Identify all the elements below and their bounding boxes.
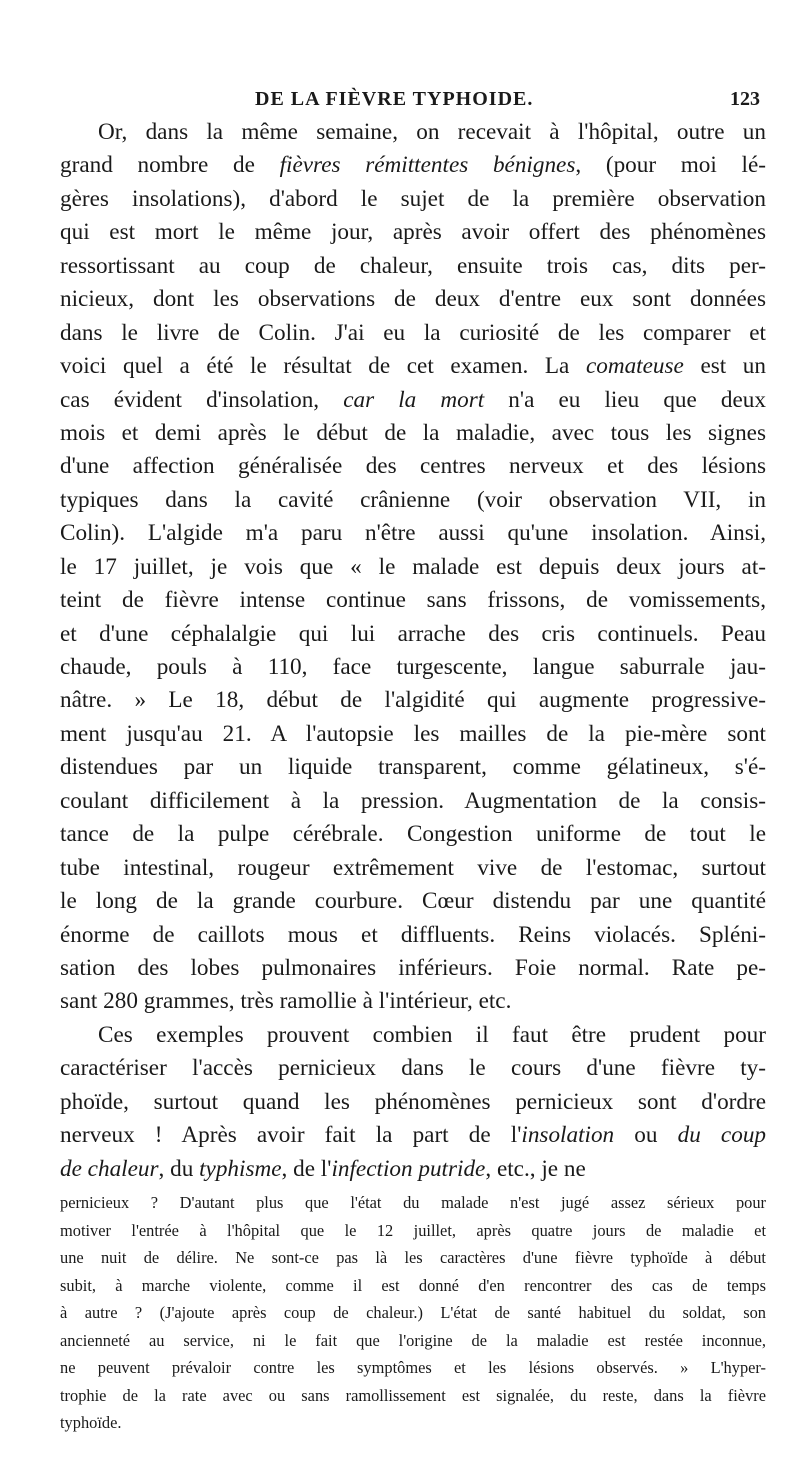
text-run: à autre ? (J'ajoute après coup de chaleur.) L'état de santé habituel du soldat, son bbox=[60, 1303, 766, 1322]
text-line bbox=[60, 1272, 766, 1300]
italic-run: de chaleur bbox=[60, 1155, 159, 1182]
text-line bbox=[60, 1327, 766, 1355]
text-line bbox=[60, 1244, 766, 1272]
text-run: caractériser l'accès pernicieux dans le cours d'une fièvre ty- bbox=[60, 1055, 766, 1082]
text-line bbox=[60, 384, 766, 417]
text-run: typiques dans la cavité crânienne (voir observation VII, in bbox=[60, 486, 766, 513]
text-line bbox=[60, 149, 766, 182]
text-run: dans le livre de Colin. J'ai eu la curiosité de les comparer et bbox=[60, 319, 766, 346]
text-run: tance de la pulpe cérébrale. Congestion uniforme de tout le bbox=[60, 821, 766, 848]
text-run: grand nombre de bbox=[60, 152, 280, 179]
text-line bbox=[60, 317, 766, 350]
text-run: ne peuvent prévaloir contre les symptômes et les lésions observés. » L'hyper- bbox=[60, 1358, 766, 1377]
text-run: ancienneté au service, ni le fait que l'origine de la maladie est restée inconnue, bbox=[60, 1330, 766, 1350]
text-run: est un bbox=[683, 353, 766, 380]
italic-run: du coup bbox=[677, 1122, 767, 1149]
text-line bbox=[60, 250, 766, 283]
text-line bbox=[60, 183, 766, 216]
text-run: Colin). L'algide m'a paru n'être aussi qu'une insolation. Ainsi, bbox=[60, 520, 766, 547]
text-line bbox=[60, 618, 766, 651]
text-run: gères insolations), d'abord le sujet de la première observation bbox=[60, 185, 766, 212]
text-line bbox=[60, 1354, 766, 1382]
italic-run: infection putride bbox=[331, 1155, 486, 1182]
text-line bbox=[60, 1119, 766, 1152]
text-line bbox=[60, 985, 766, 1018]
running-title: DE LA FIÈVRE TYPHOIDE. bbox=[255, 88, 534, 110]
text-line bbox=[60, 1052, 766, 1085]
text-run: n'a eu lieu que deux bbox=[484, 386, 766, 413]
text-run: subit, à marche violente, comme il est donné d'en rencontrer des cas de temps bbox=[60, 1275, 766, 1295]
paragraph-1 bbox=[60, 116, 766, 1019]
text-run: , (pour moi lé- bbox=[575, 152, 766, 179]
text-run: qui est mort le même jour, après avoir offert des phénomènes bbox=[60, 219, 766, 246]
italic-run: comateuse bbox=[585, 353, 684, 380]
page-header bbox=[60, 88, 760, 114]
italic-run: car la mort bbox=[343, 386, 485, 413]
main-text bbox=[60, 116, 766, 1186]
text-line bbox=[60, 1382, 766, 1410]
text-line bbox=[60, 1153, 766, 1186]
text-run: coulant difficilement à la pression. Augmentation de la consis- bbox=[60, 787, 766, 814]
paragraph-2 bbox=[60, 1019, 766, 1186]
text-run: , du bbox=[158, 1155, 200, 1182]
text-run: d'une affection généralisée des centres nerveux et des lésions bbox=[60, 453, 766, 480]
text-line bbox=[60, 919, 766, 952]
text-line bbox=[60, 551, 766, 584]
text-run: Ces exemples prouvent combien il faut être prudent pour bbox=[98, 1021, 766, 1048]
text-line bbox=[60, 1217, 766, 1245]
text-line bbox=[60, 885, 766, 918]
text-line bbox=[60, 283, 766, 316]
text-run: distendues par un liquide transparent, comme gélatineux, s'é- bbox=[60, 754, 766, 781]
text-run: ou bbox=[614, 1122, 678, 1149]
text-line bbox=[60, 350, 766, 383]
text-line bbox=[60, 852, 766, 885]
text-line bbox=[60, 952, 766, 985]
text-run: chaude, pouls à 110, face turgescente, langue saburrale jau- bbox=[60, 654, 766, 680]
text-run: une nuit de délire. Ne sont-ce pas là les caractères d'une fièvre typhoïde à début bbox=[60, 1248, 766, 1267]
text-line bbox=[60, 1019, 766, 1052]
text-run: teint de fièvre intense continue sans frissons, de vomissements, bbox=[60, 587, 766, 614]
text-run: nâtre. » Le 18, début de l'algidité qui augmente progressive- bbox=[60, 687, 766, 714]
text-run: , etc., je ne bbox=[485, 1155, 586, 1182]
text-run: tube intestinal, rougeur extrêmement vive de l'estomac, surtout bbox=[60, 854, 766, 881]
text-run: nerveux ! Après avoir fait la part de l' bbox=[60, 1122, 522, 1149]
text-run: motiver l'entrée à l'hôpital que le 12 juillet, après quatre jours de maladie et bbox=[60, 1220, 766, 1240]
text-run: typhoïde. bbox=[60, 1413, 122, 1432]
text-run: sant 280 grammes, très ramollie à l'intérieur, etc. bbox=[60, 988, 512, 1015]
text-run: le long de la grande courbure. Cœur distendu par une quantité bbox=[60, 888, 766, 915]
text-line bbox=[60, 450, 766, 483]
text-run: Or, dans la même semaine, on recevait à l'hôpital, outre un bbox=[98, 119, 766, 145]
text-line bbox=[60, 517, 766, 550]
text-line bbox=[60, 684, 766, 717]
text-run: énorme de caillots mous et diffluents. Reins violacés. Spléni- bbox=[60, 921, 766, 948]
italic-run: fièvres rémittentes bénignes bbox=[279, 152, 576, 179]
footnote bbox=[60, 1189, 766, 1437]
text-run: voici quel a été le résultat de cet examen. La bbox=[60, 353, 586, 380]
text-run: trophie de la rate avec ou sans ramollissement est signalée, du reste, dans la fièvre bbox=[60, 1385, 766, 1405]
text-run: , de l' bbox=[281, 1155, 332, 1182]
text-run: ment jusqu'au 21. A l'autopsie les mailles de la pie-mère sont bbox=[60, 720, 766, 747]
page-number: 123 bbox=[730, 88, 760, 110]
text-run: phoïde, surtout quand les phénomènes pernicieux sont d'ordre bbox=[60, 1088, 766, 1115]
text-line bbox=[60, 1409, 766, 1437]
text-line bbox=[60, 216, 766, 249]
text-line bbox=[60, 651, 766, 684]
text-line bbox=[60, 1189, 766, 1217]
text-line bbox=[60, 584, 766, 617]
italic-run: insolation bbox=[521, 1122, 615, 1149]
text-line bbox=[60, 785, 766, 818]
text-run: le 17 juillet, je vois que « le malade est depuis deux jours at- bbox=[60, 553, 766, 580]
text-line bbox=[60, 116, 766, 149]
text-run: mois et demi après le début de la maladie, avec tous les signes bbox=[60, 419, 766, 446]
text-line bbox=[60, 417, 766, 450]
text-line bbox=[60, 718, 766, 751]
text-run: et d'une céphalalgie qui lui arrache des cris continuels. Peau bbox=[60, 620, 766, 647]
text-line bbox=[60, 484, 766, 517]
text-line bbox=[60, 818, 766, 851]
text-line bbox=[60, 1086, 766, 1119]
text-run: sation des lobes pulmonaires inférieurs. Foie normal. Rate pe- bbox=[60, 954, 766, 981]
text-line bbox=[60, 751, 766, 784]
text-run: cas évident d'insolation, bbox=[60, 386, 344, 413]
text-line bbox=[60, 1299, 766, 1327]
text-run: ressortissant au coup de chaleur, ensuite trois cas, dits per- bbox=[60, 252, 766, 279]
text-run: pernicieux ? D'autant plus que l'état du malade n'est jugé assez sérieux pour bbox=[60, 1193, 766, 1212]
italic-run: typhisme bbox=[199, 1155, 282, 1182]
text-run: nicieux, dont les observations de deux d'entre eux sont données bbox=[60, 286, 766, 313]
